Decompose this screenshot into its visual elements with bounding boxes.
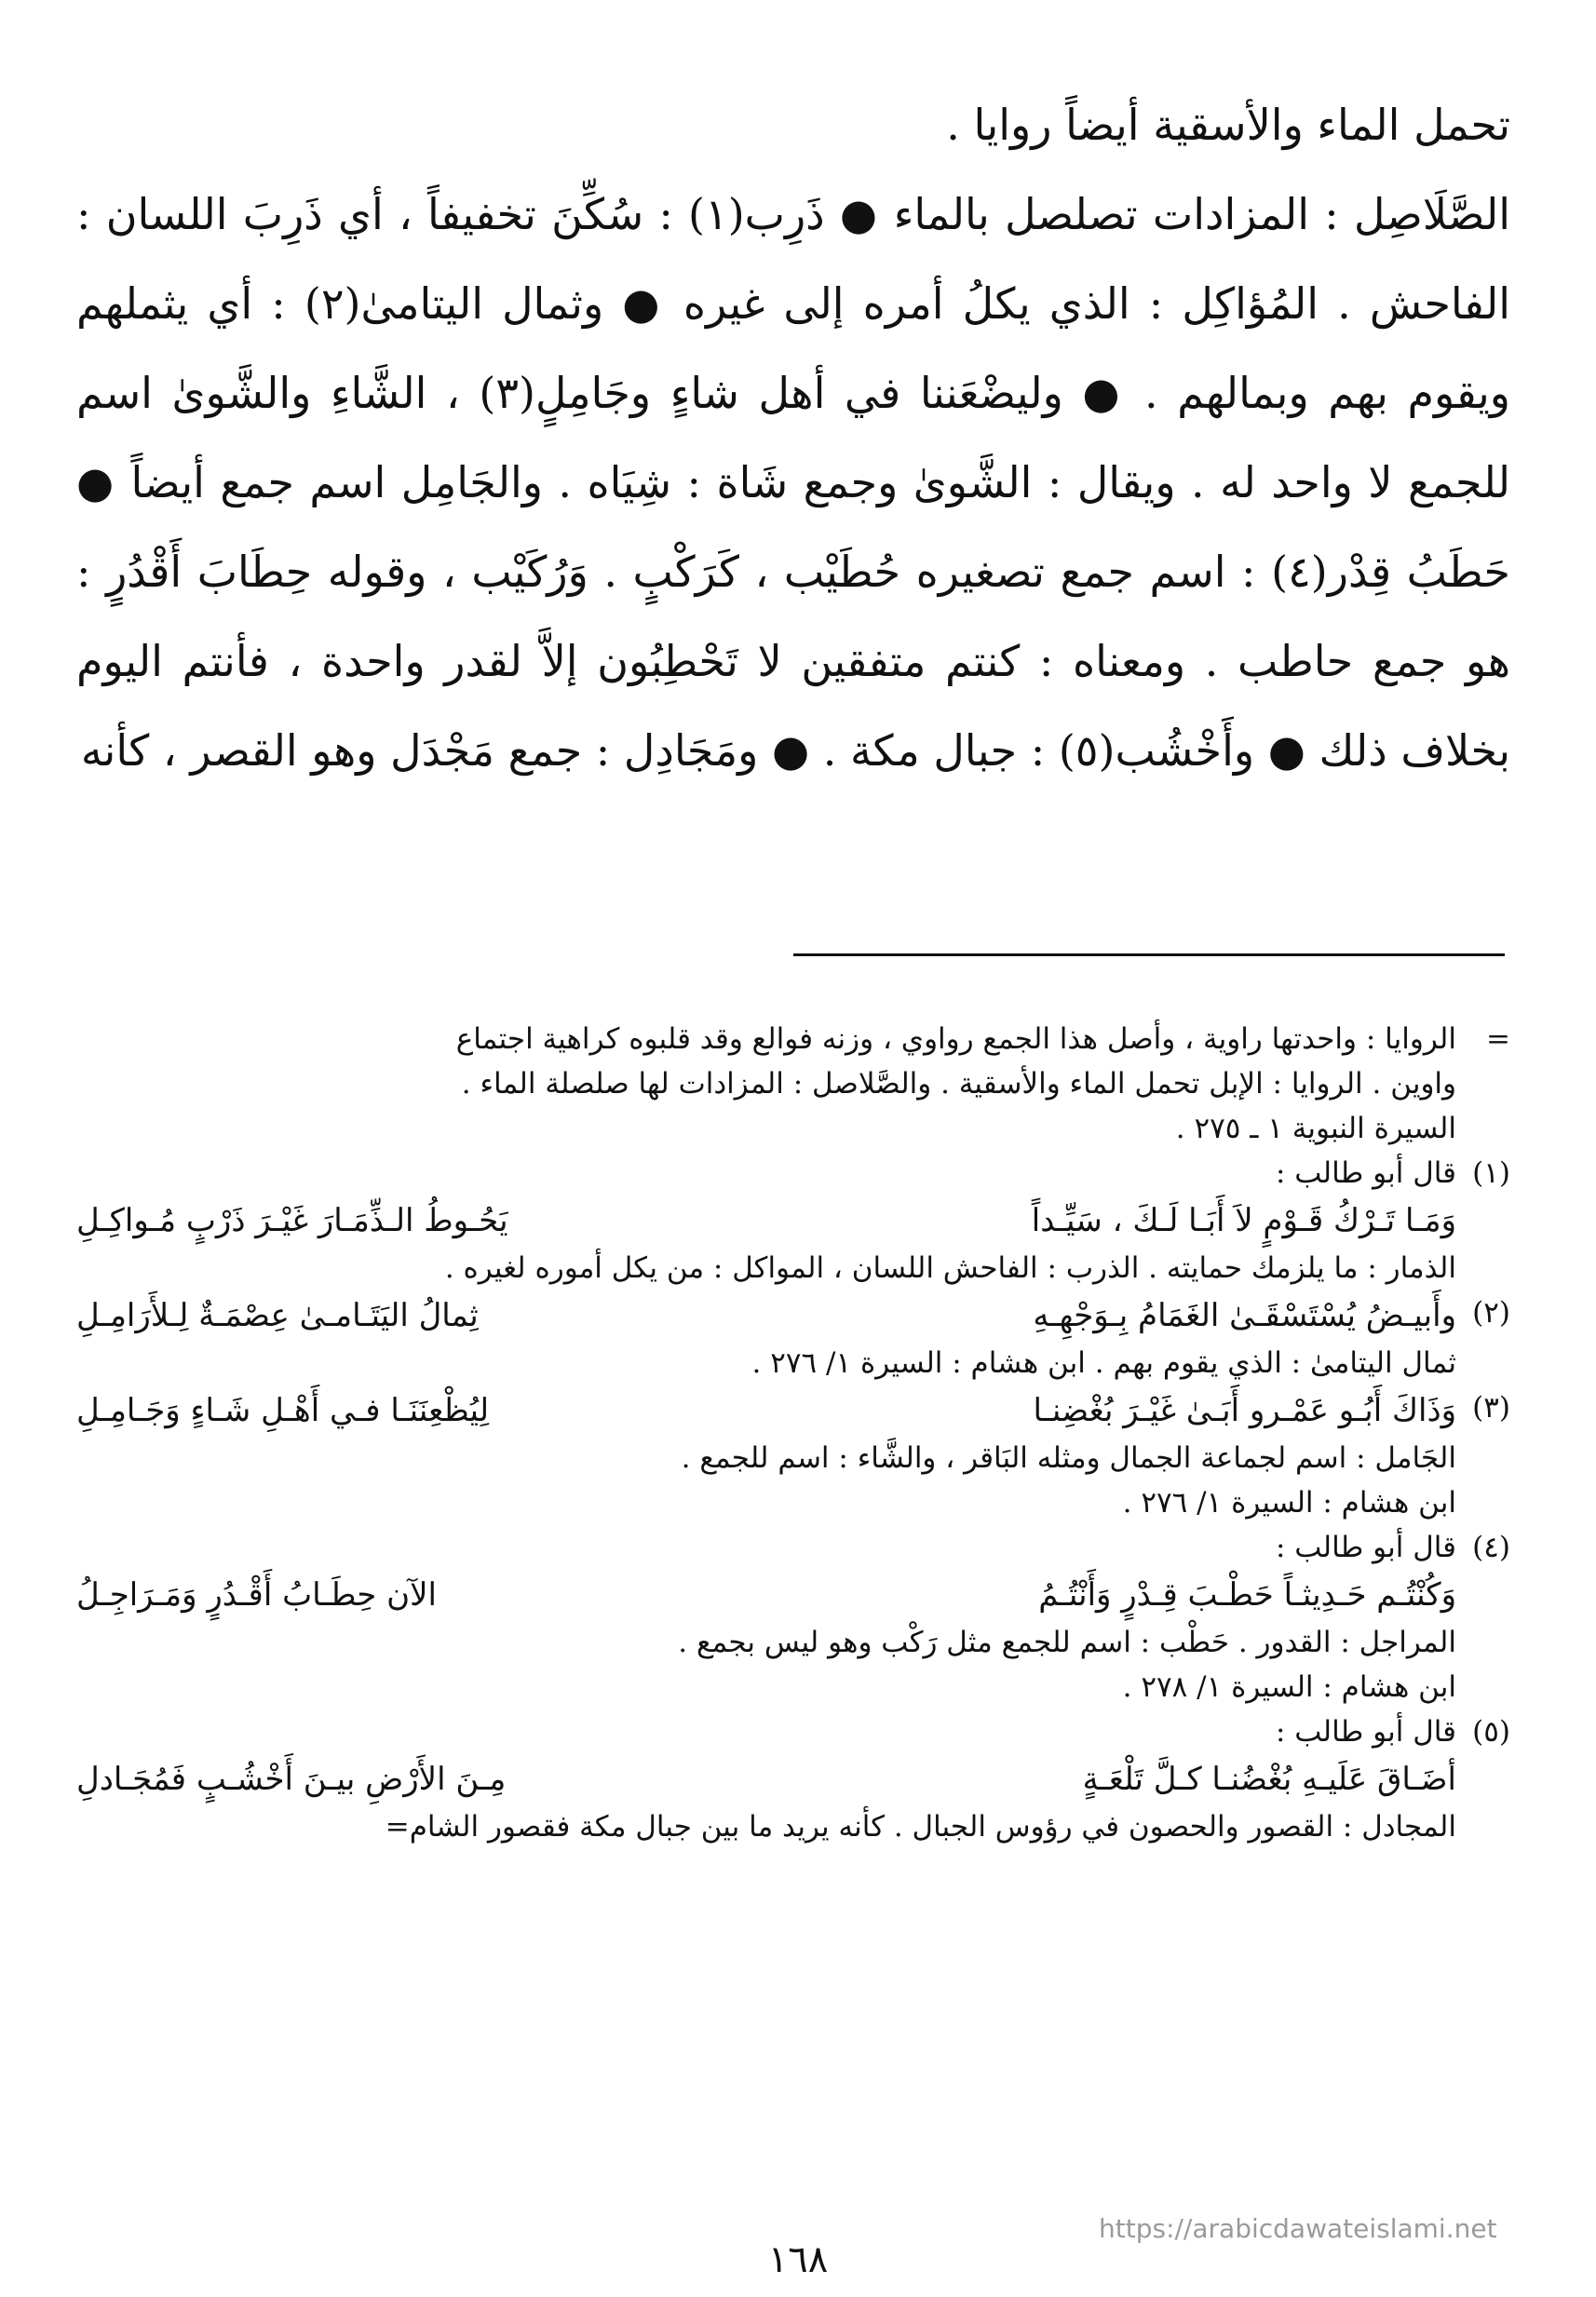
footnote-line: ابن هشام : السيرة ١/ ٢٧٨ . [1122,1670,1456,1704]
footnote-number: (٣) [1472,1391,1510,1425]
footnote-4 [76,1525,1510,1709]
footnotes [76,1017,1510,1849]
verse-first-hemistich: وَكُنْتُـم حَـدِيثـاً حَطْـبَ قِـدْرٍ وَأَنْتُـمُ [1038,1576,1456,1614]
footnote-1 [76,1151,1510,1290]
paragraph-continuation: تحمل الماء والأسقية أيضاً روايا . [946,100,1510,150]
footnote-line: ثمال اليتامىٰ : الذي يقوم بهم . ابن هشام : السيرة ١/ ٢٧٦ . [751,1346,1456,1380]
verse [76,1196,1456,1246]
verse-first-hemistich: وأَبيـضُ يُسْتَسْقَـىٰ الغَمَامُ بِـوَجْهِـهِ [1033,1297,1456,1334]
verse [76,1290,1456,1341]
footnote-number: (٤) [1472,1531,1510,1564]
footnote-separator [793,953,1505,956]
verse-first-hemistich: وَذَاكَ أَبُـو عَمْـرو أَبَـىٰ غَيْـرَ بُغْضِنـا [1033,1392,1456,1429]
paragraph-body: الصَّلَاصِل : المزادات تصلصل بالماء ● ذَرِب(١) : سُكِّنَ تخفيفاً ، أي ذَرِبَ اللسان : الفاحش . المُؤاكِل : الذي يكلُ أمره إلى غيره ● وثمال اليتامىٰ(٢) : أي يثملهم ويقوم بهم وبمالهم . ● وليضْعَننا في أهل شاءٍ وجَامِلٍ(٣) ، الشَّاءِ والشَّوىٰ اسم للجمع لا واحد له . ويقال : الشَّوىٰ وجمع شَاة : شِيَاه . والجَامِل اسم جمع أيضاً ● حَطَبُ قِدْر(٤) : اسم جمع تصغيره حُطَيْب ، كَرَكْبٍ . وَرُكَيْب ، وقوله حِطَابَ أَقْدُرٍ : هو جمع حاطب . ومعناه : كنتم متفقين لا تَحْطِبُون إلاَّ لقدر واحدة ، فأنتم اليوم بخلاف ذلك ● وأَخْشُب(٥) : جبال مكة . ● ومَجَادِل : جمع مَجْدَل وهو القصر ، كأنه [76,189,1510,776]
footnote-line: السيرة النبوية ١ ـ ٢٧٥ . [1175,1112,1456,1145]
footnote-continuation [76,1017,1510,1151]
footnote-line: الروايا : واحدتها راوية ، وأصل هذا الجمع رواوي ، وزنه فوالع وقد قلبوه كراهية اجتماع [455,1022,1456,1056]
footnote-5 [76,1709,1510,1849]
watermark-url: https://arabicdawateislami.net [1099,2213,1497,2244]
verse-first-hemistich: أضَـاقَ عَلَيـهِ بُغْضُنـا كـلَّ تَلْعَـةٍ [1082,1761,1456,1798]
footnote-line: ابن هشام : السيرة ١/ ٢٧٦ . [1122,1486,1456,1520]
verse-second-hemistich: الآن حِطَـابُ أَقْـدُرٍ وَمَـرَاجِـلُ [76,1576,437,1614]
footnote-number: (١) [1472,1156,1510,1190]
footnote-number: (٥) [1472,1715,1510,1749]
verse [76,1385,1456,1436]
verse-second-hemistich: ثِمالُ اليَتَـامـىٰ عِصْمَـةٌ لِـلأَرَامِـلِ [76,1297,479,1334]
footnote-line: المجادل : القصور والحصون في رؤوس الجبال . كأنه يريد ما بين جبال مكة فقصور الشام= [385,1810,1456,1844]
footnote-intro: قال أبو طالب : [1275,1156,1456,1190]
footnote-line: الجَامل : اسم لجماعة الجمال ومثله البَاقر ، والشَّاء : اسم للجمع . [681,1441,1456,1475]
footnote-line: الذمار : ما يلزمك حمايته . الذرب : الفاحش اللسان ، المواكل : من يكل أموره لغيره . [444,1251,1456,1285]
footnote-number: (٢) [1472,1296,1510,1330]
verse [76,1570,1456,1620]
footnote-3 [76,1385,1510,1525]
verse-second-hemistich: يَحُـوطُ الـذِّمَـارَ غَيْـرَ ذَرْبٍ مُـواكِـلِ [76,1202,508,1239]
footnote-line: المراجل : القدور . حَطْب : اسم للجمع مثل رَكْب وهو ليس بجمع . [678,1626,1456,1659]
footnote-line: واوين . الروايا : الإبل تحمل الماء والأسقية . والصَّلاصل : المزادات لها صلصلة الماء . [461,1067,1456,1101]
footnote-2 [76,1290,1510,1385]
main-text [76,80,1510,795]
footnote-marker: = [1486,1022,1510,1056]
footnote-intro: قال أبو طالب : [1275,1531,1456,1564]
verse-first-hemistich: وَمَـا تَـرْكُ قَـوْمٍ لاَ أَبَـا لَـكَ ، سَيِّـداً [1031,1202,1456,1239]
verse-second-hemistich: مِـنَ الأَرْضِ بيـنَ أَخْشُـبٍ فَمُجَـادلِ [76,1761,507,1798]
page-number: ١٦٨ [767,2238,829,2281]
verse-second-hemistich: لِيُظْعِنَنَـا فـي أَهْـلِ شَـاءٍ وَجَـامِـلِ [76,1392,490,1429]
verse [76,1754,1456,1804]
footnote-intro: قال أبو طالب : [1275,1715,1456,1749]
